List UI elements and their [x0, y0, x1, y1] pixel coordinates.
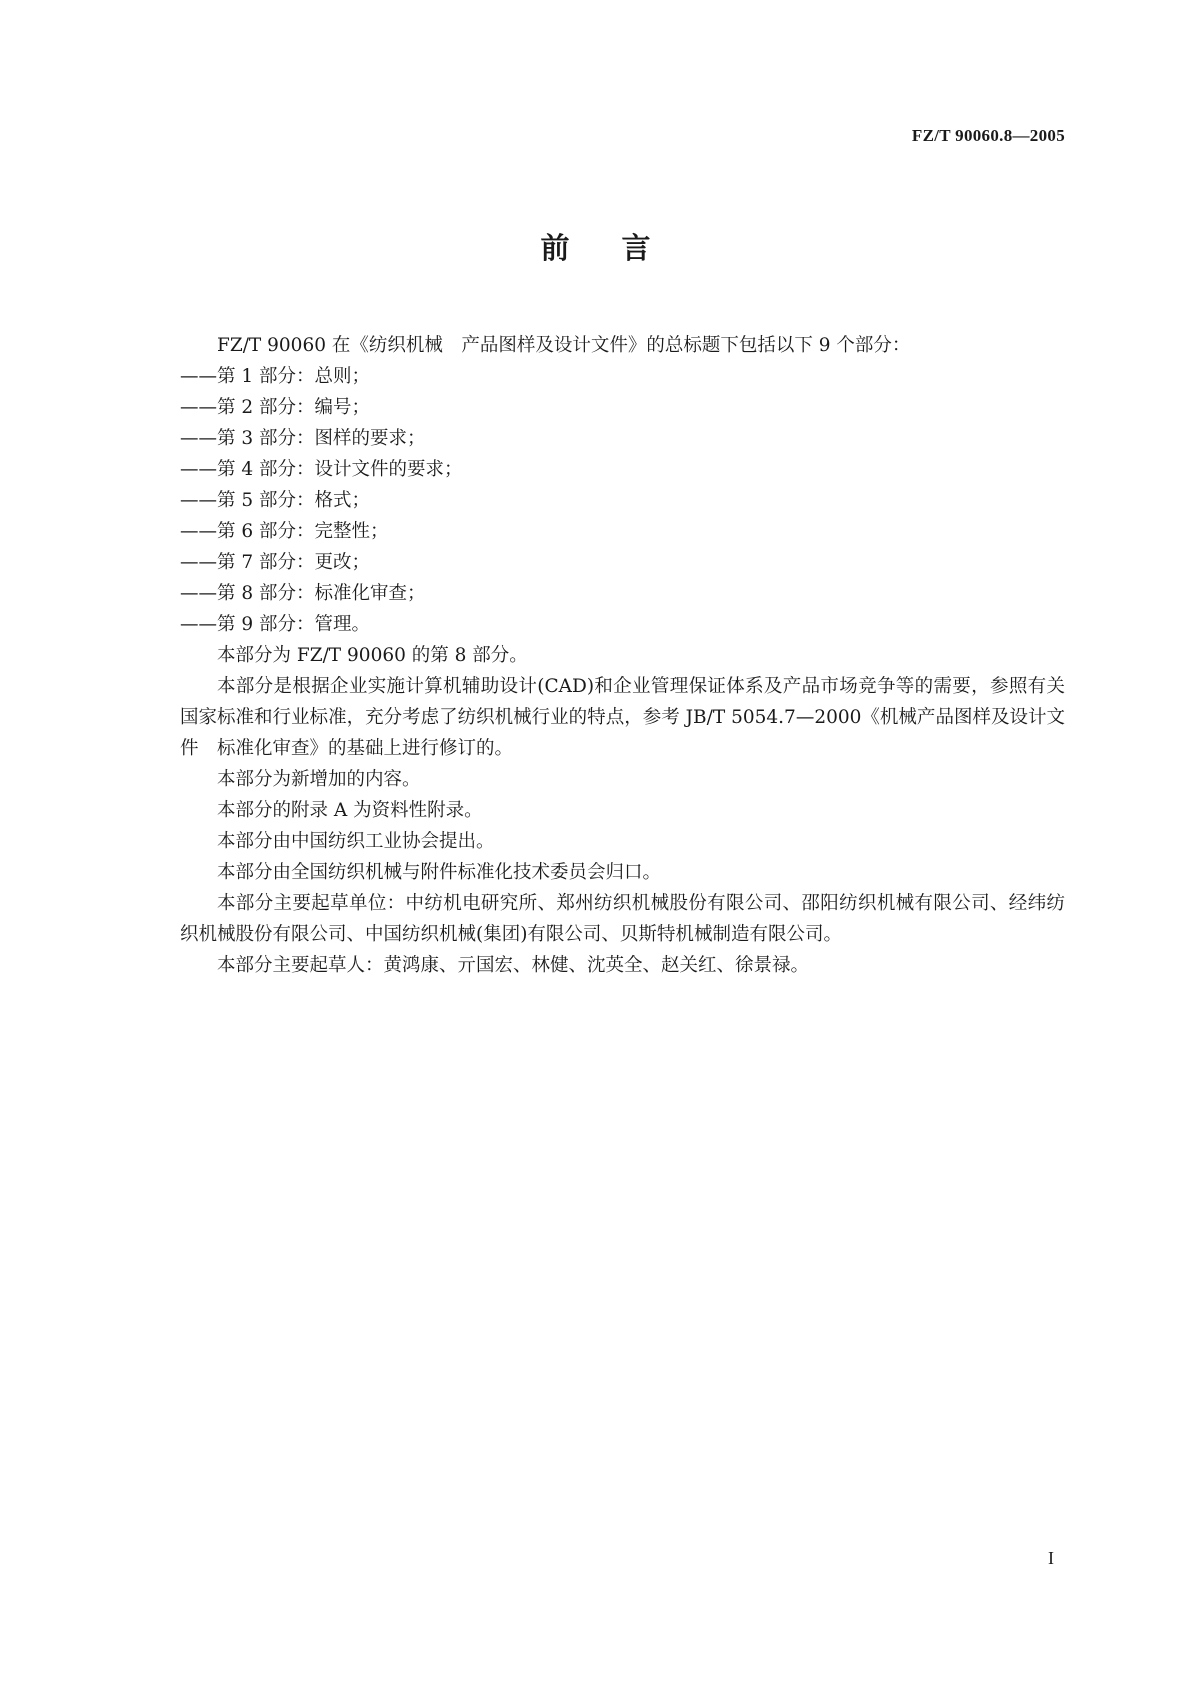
part-list-item: ——第 7 部分：更改； — [180, 552, 371, 573]
body-paragraph: 本部分主要起草人：黄鸿康、亓国宏、林健、沈英全、赵关红、徐景禄。 — [217, 955, 810, 976]
body-paragraph: 本部分的附录 A 为资料性附录。 — [217, 800, 483, 821]
part-list-item: ——第 1 部分：总则； — [180, 366, 371, 387]
body-paragraph: 本部分为 FZ/T 90060 的第 8 部分。 — [217, 645, 528, 666]
standard-code: FZ/T 90060.8—2005 — [911, 126, 1065, 145]
body-paragraph: 本部分为新增加的内容。 — [217, 769, 421, 790]
part-list-item: ——第 6 部分：完整性； — [180, 521, 389, 542]
part-list-item: ——第 8 部分：标准化审查； — [180, 583, 426, 604]
part-list-item: ——第 4 部分：设计文件的要求； — [180, 459, 463, 480]
page-number: I — [1048, 1548, 1054, 1568]
body-paragraph: 本部分主要起草单位：中纺机电研究所、郑州纺织机械股份有限公司、邵阳纺织机械有限公司、经纬纺织机械股份有限公司、中国纺织机械(集团)有限公司、贝斯特机械制造有限公司。 — [180, 893, 1065, 945]
page-title: 前言 — [540, 231, 703, 265]
body-paragraph: 本部分是根据企业实施计算机辅助设计(CAD)和企业管理保证体系及产品市场竞争等的需要，参照有关国家标准和行业标准，充分考虑了纺织机械行业的特点，参考 JB/T 5054.7—2000《机械产品图样及设计文件 标准化审查》的基础上进行修订的。 — [180, 676, 1065, 759]
part-list-item: ——第 3 部分：图样的要求； — [180, 428, 426, 449]
document-body — [180, 330, 1065, 981]
part-list-item: ——第 2 部分：编号； — [180, 397, 371, 418]
part-list-item: ——第 9 部分：管理。 — [180, 614, 371, 635]
part-list-item: ——第 5 部分：格式； — [180, 490, 371, 511]
body-paragraph: 本部分由全国纺织机械与附件标准化技术委员会归口。 — [217, 862, 662, 883]
body-paragraph: 本部分由中国纺织工业协会提出。 — [217, 831, 495, 852]
intro-paragraph: FZ/T 90060 在《纺织机械 产品图样及设计文件》的总标题下包括以下 9 个部分： — [217, 335, 911, 356]
